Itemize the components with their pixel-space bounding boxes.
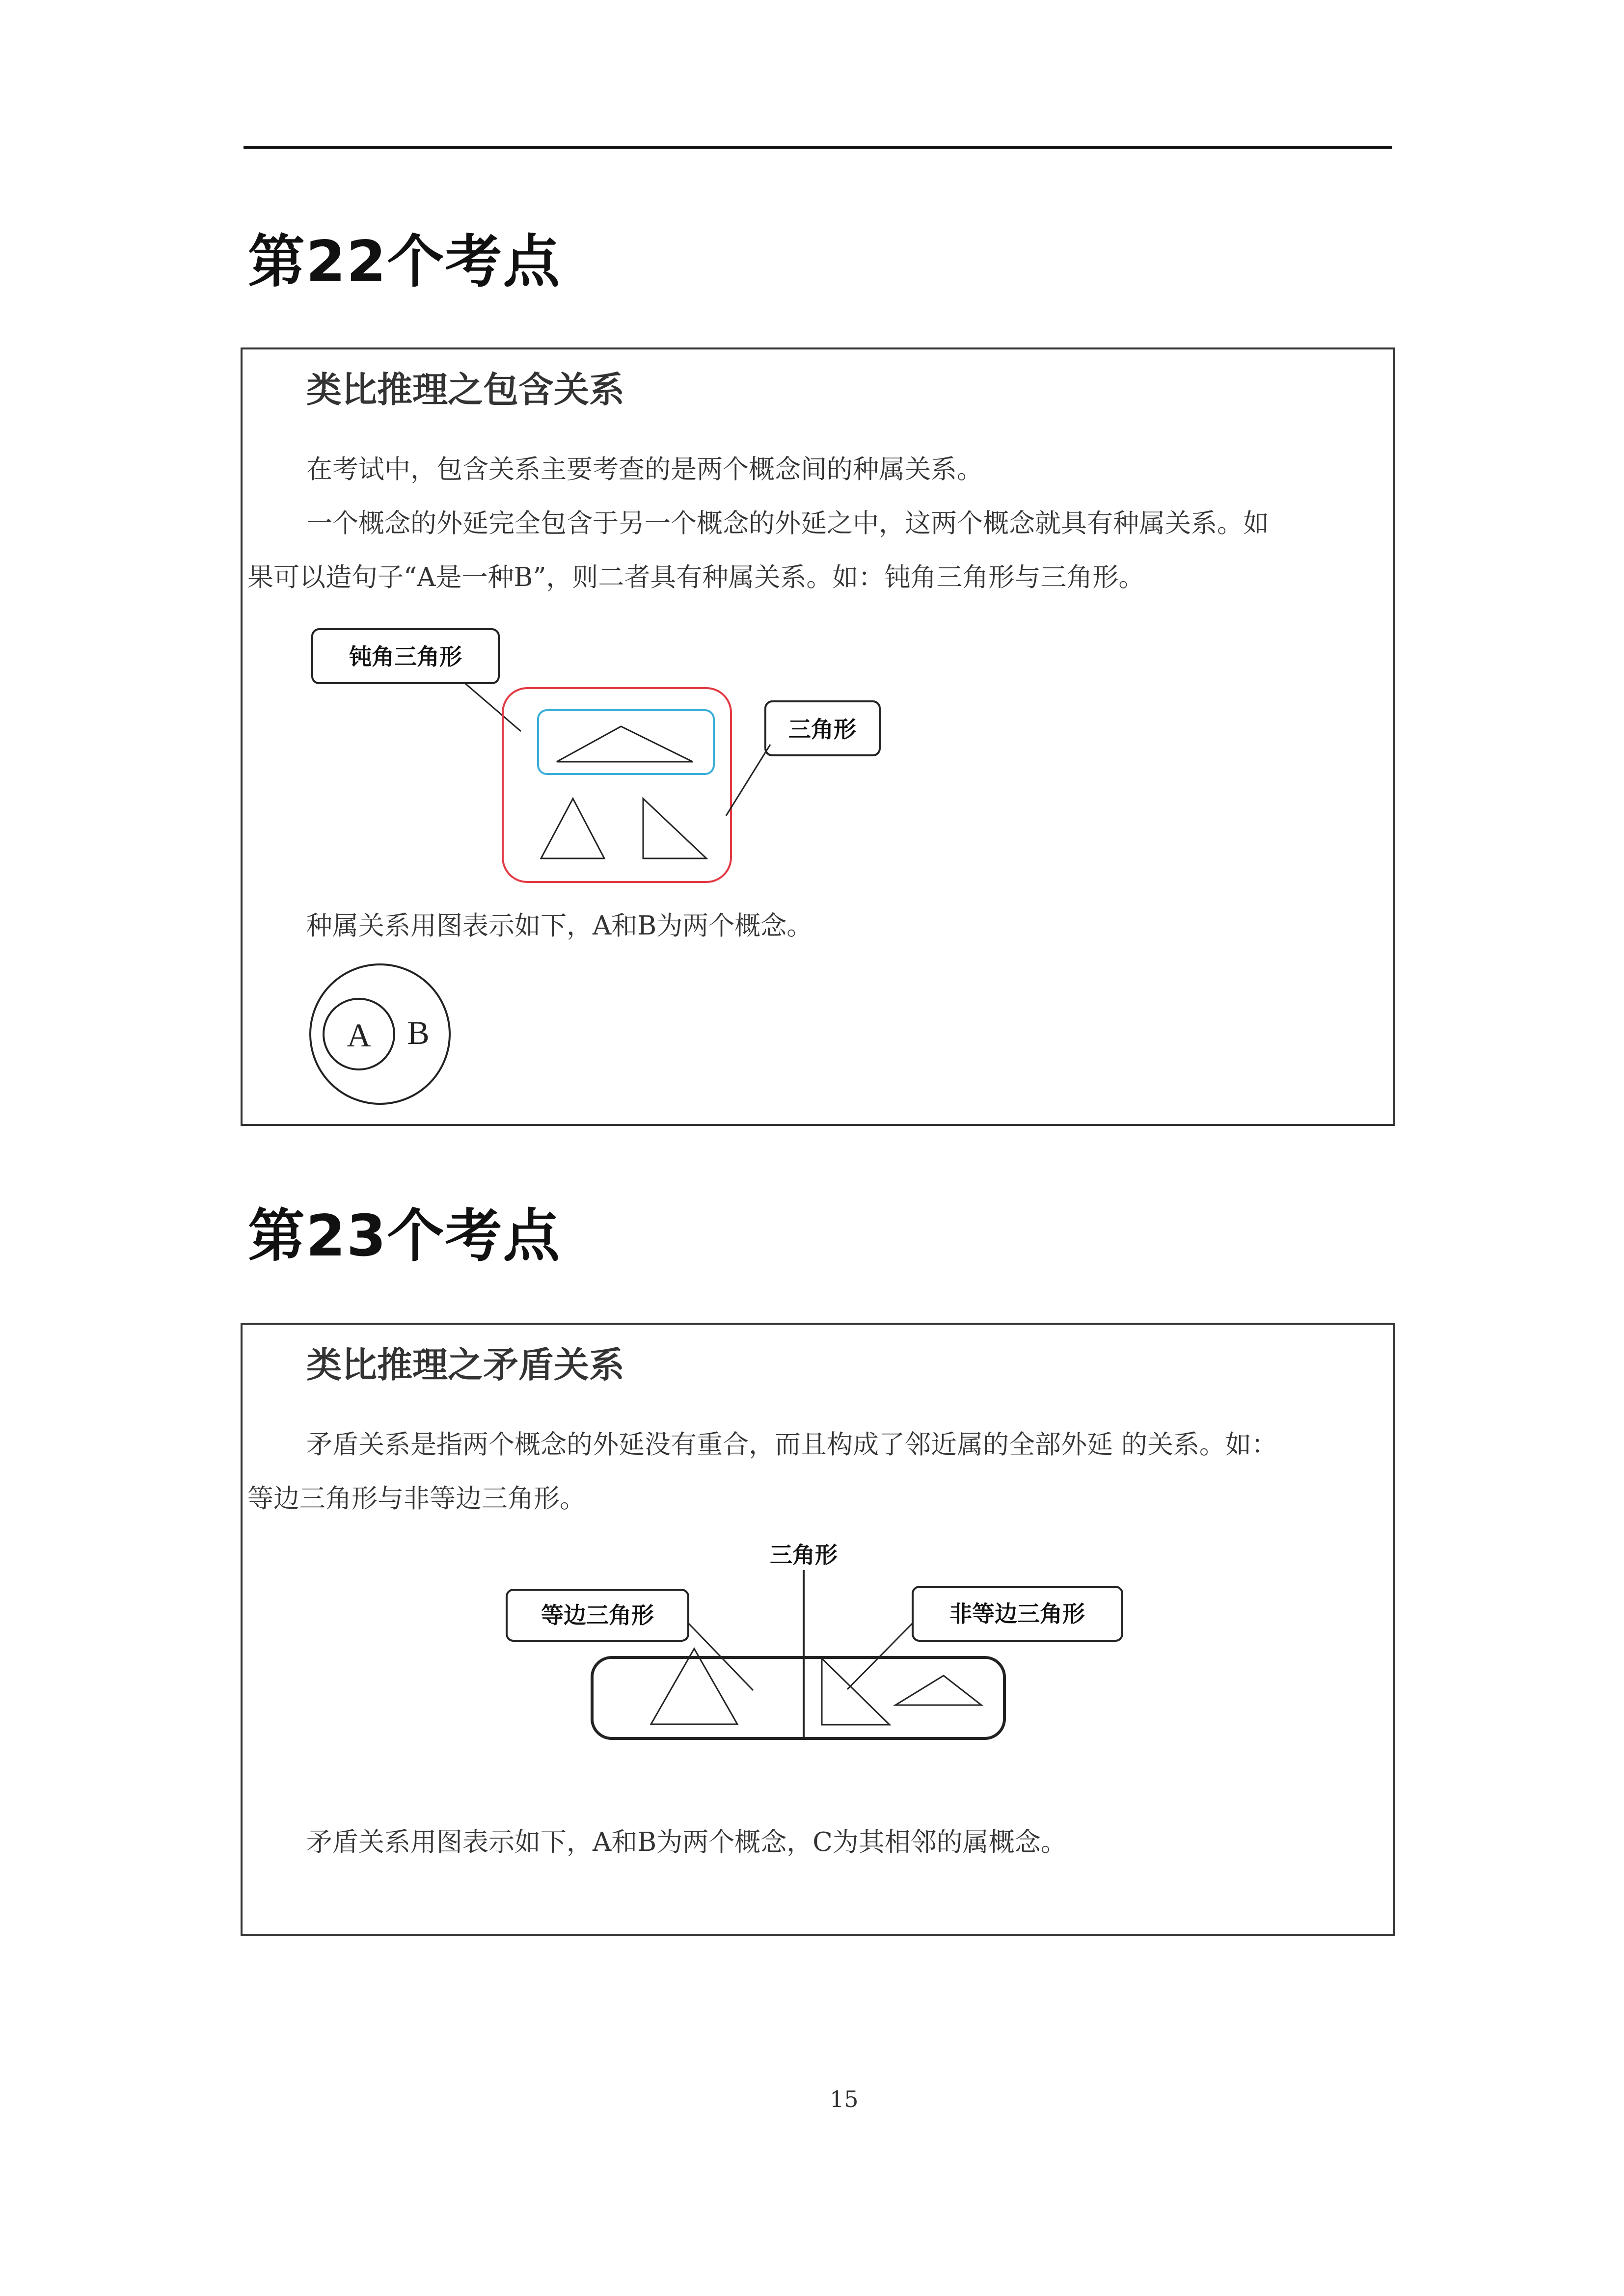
leader-line-triangle (726, 745, 770, 816)
header-rule (244, 146, 1392, 149)
label-obtuse-triangle (312, 629, 499, 683)
section-23-paragraph-2: 矛盾关系用图表示如下，A和B为两个概念，C为其相邻的属概念。 (306, 1827, 1067, 1857)
page-number: 15 (830, 2086, 859, 2112)
right-triangle-shape (643, 799, 706, 858)
section-22-paragraph-2-line-1: 一个概念的外延完全包含于另一个概念的外延之中，这两个概念就具有种属关系。如 (306, 508, 1269, 538)
venn-label-a: A (347, 1016, 371, 1054)
genus-species-venn-diagram (306, 958, 463, 1115)
section-22-paragraph-2-line-2: 果可以造句子“A是一种B”，则二者具有种属关系。如：钝角三角形与三角形。 (247, 562, 1145, 592)
svg-text:三角形: 三角形 (788, 716, 856, 743)
section-23-box (241, 1323, 1395, 1936)
outer-triangle-set-box (503, 688, 731, 882)
section-23-box-title: 类比推理之矛盾关系 (306, 1344, 625, 1386)
venn-label-b: B (407, 1014, 430, 1051)
svg-text:非等边三角形: 非等边三角形 (949, 1601, 1085, 1627)
section-23-heading: 第23个考点 (248, 1203, 561, 1269)
section-22-paragraph-1: 在考试中，包含关系主要考查的是两个概念间的种属关系。 (306, 454, 983, 484)
section-22-box (241, 347, 1395, 1126)
leader-line-obtuse (465, 683, 521, 731)
section-22-box-title: 类比推理之包含关系 (306, 369, 625, 410)
section-22-paragraph-3: 种属关系用图表示如下，A和B为两个概念。 (306, 911, 813, 941)
genus-species-figure (306, 619, 945, 889)
section-23-paragraph-1-line-2: 等边三角形与非等边三角形。 (247, 1484, 586, 1514)
svg-text:钝角三角形: 钝角三角形 (349, 643, 462, 670)
label-equilateral-triangle (507, 1590, 688, 1641)
obtuse-triangle-shape-2 (895, 1676, 981, 1705)
section-23-paragraph-1-line-1: 矛盾关系是指两个概念的外延没有重合，而且构成了邻近属的全部外延 的关系。如： (306, 1430, 1277, 1460)
inner-obtuse-set-box (538, 710, 714, 774)
right-triangle-shape-2 (822, 1658, 890, 1725)
obtuse-triangle-shape (557, 726, 693, 762)
contradiction-figure-drawing (488, 1536, 1136, 1752)
svg-text:等边三角形: 等边三角形 (541, 1602, 654, 1629)
acute-triangle-shape (541, 799, 604, 858)
triangle-domain-box (592, 1657, 1004, 1738)
label-triangle-genus: 三角形 (770, 1542, 838, 1568)
label-non-equilateral-triangle (913, 1587, 1122, 1641)
section-22-heading: 第22个考点 (248, 229, 561, 295)
label-triangle (765, 701, 880, 755)
